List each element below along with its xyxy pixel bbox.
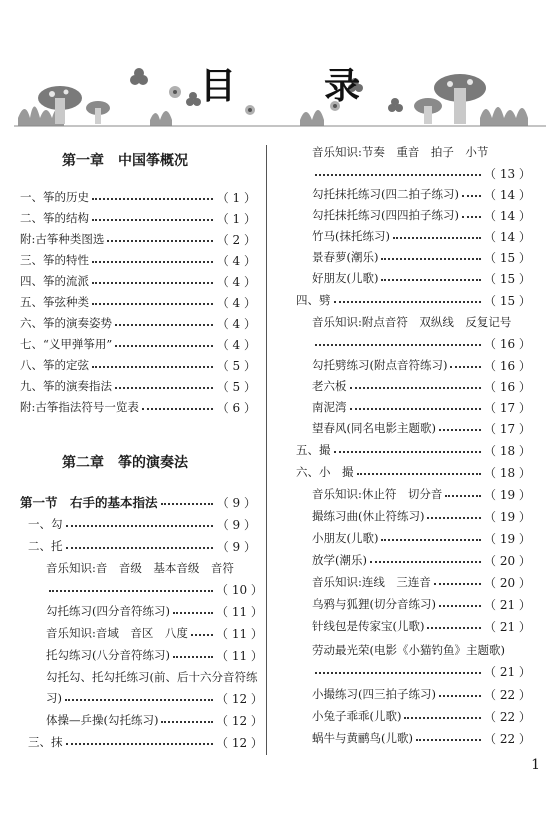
toc-entry[interactable]: 附:古筝种类图选 （ 2 ）	[20, 232, 256, 247]
column-divider	[266, 145, 267, 755]
toc-entry[interactable]: 勾托练习(四分音符练习) （ 11 ）	[46, 604, 263, 619]
toc-entry[interactable]: 一、勾 （ 9 ）	[28, 517, 256, 532]
toc-entry[interactable]: 三、抹 （ 12 ）	[28, 735, 263, 750]
toc-entry[interactable]: 附:古筝指法符号一览表 （ 6 ）	[20, 400, 256, 415]
toc-entry[interactable]: 音乐知识:音域 音区 八度 （ 11 ）	[46, 626, 263, 641]
toc-entry[interactable]: 勾托抹托练习(四二拍子练习) （ 14 ）	[312, 187, 531, 202]
toc-entry[interactable]: 二、筝的结构 （ 1 ）	[20, 211, 256, 226]
toc-entry[interactable]: 勾托抹托练习(四四拍子练习) （ 14 ）	[312, 208, 531, 223]
toc-entry-text: 音乐知识:节奏 重音 拍子 小节	[312, 145, 489, 159]
chapter-heading: 第二章 筝的演奏法	[62, 455, 188, 471]
toc-entry[interactable]: 五、撮 （ 18 ）	[296, 443, 531, 458]
toc-entry[interactable]: 体操—乒操(勾托练习) （ 12 ）	[46, 713, 263, 728]
toc-entry[interactable]: 五、筝弦种类 （ 4 ）	[20, 295, 256, 310]
toc-entry[interactable]: 撮练习曲(休止符练习) （ 19 ）	[312, 509, 531, 524]
toc-entry[interactable]: 音乐知识:休止符 切分音 （ 19 ）	[312, 487, 531, 502]
toc-entry-text: 音乐知识:音 音级 基本音级 音符	[46, 561, 234, 575]
toc-entry[interactable]: 老六板 （ 16 ）	[312, 379, 531, 394]
toc-entry[interactable]: 蜗牛与黄鹂鸟(儿歌) （ 22 ）	[312, 731, 531, 746]
toc-entry[interactable]: 勾托劈练习(附点音符练习) （ 16 ）	[312, 358, 531, 373]
toc-entry[interactable]: 景春萝(潮乐) （ 15 ）	[312, 250, 531, 265]
toc-entry[interactable]: 小兔子乖乖(儿歌) （ 22 ）	[312, 709, 531, 724]
toc-entry[interactable]: 七、“义甲弹筝用” （ 4 ）	[20, 337, 256, 352]
toc-entry[interactable]: 一、筝的历史 （ 1 ）	[20, 190, 256, 205]
toc-entry[interactable]: 音乐知识:连线 三连音 （ 20 ）	[312, 575, 531, 590]
toc-entry-continued[interactable]: （ 13 ）	[312, 163, 524, 183]
page-title: 目 录	[199, 66, 386, 107]
toc-entry[interactable]: 托勾练习(八分音符练习) （ 11 ）	[46, 648, 263, 663]
toc-entry[interactable]: 六、筝的演奏姿势 （ 4 ）	[20, 316, 256, 331]
toc-entry[interactable]: 九、筝的演奏指法 （ 5 ）	[20, 379, 256, 394]
toc-entry[interactable]: 二、托 （ 9 ）	[28, 539, 256, 554]
toc-entry[interactable]: 四、劈 （ 15 ）	[296, 293, 531, 308]
toc-entry[interactable]: 好朋友(儿歌) （ 15 ）	[312, 271, 531, 286]
toc-entry[interactable]: 六、小 撮 （ 18 ）	[296, 465, 531, 480]
toc-entry[interactable]: 南泥湾 （ 17 ）	[312, 400, 531, 415]
toc-entry[interactable]: 三、筝的特性 （ 4 ）	[20, 253, 256, 268]
toc-entry-text: 音乐知识:附点音符 双纵线 反复记号	[312, 315, 512, 329]
toc-section-entry[interactable]: 第一节 右手的基本指法 （ 9 ）	[20, 495, 256, 510]
toc-entry[interactable]: 小朋友(儿歌) （ 19 ）	[312, 531, 531, 546]
chapter-heading: 第一章 中国筝概况	[62, 153, 188, 169]
toc-entry[interactable]: 望春风(同名电影主题歌) （ 17 ）	[312, 421, 531, 436]
toc-entry[interactable]: 四、筝的流派 （ 4 ）	[20, 274, 256, 289]
toc-entry[interactable]: 竹马(抹托练习) （ 14 ）	[312, 229, 531, 244]
toc-entry[interactable]: 小撮练习(四三拍子练习) （ 22 ）	[312, 687, 531, 702]
toc-entry-continued[interactable]: （ 10 ）	[46, 579, 256, 599]
toc-entry-continued[interactable]: （ 16 ）	[312, 333, 524, 353]
toc-entry-continued[interactable]: 习) （ 12 ）	[46, 691, 263, 706]
toc-entry[interactable]: 乌鸦与狐狸(切分音练习) （ 21 ）	[312, 597, 531, 612]
page-number: 1	[531, 757, 540, 773]
toc-entry[interactable]: 八、筝的定弦 （ 5 ）	[20, 358, 256, 373]
toc-entry-text: 劳动最光荣(电影《小猫钓鱼》主题歌)	[312, 643, 505, 657]
toc-entry[interactable]: 针线包是传家宝(儿歌) （ 21 ）	[312, 619, 531, 634]
toc-entry-continued[interactable]: （ 21 ）	[312, 661, 524, 681]
toc-entry[interactable]: 放学(潮乐) （ 20 ）	[312, 553, 531, 568]
toc-entry-text: 勾托勾、托勾托练习(前、后十六分音符练	[46, 670, 258, 684]
